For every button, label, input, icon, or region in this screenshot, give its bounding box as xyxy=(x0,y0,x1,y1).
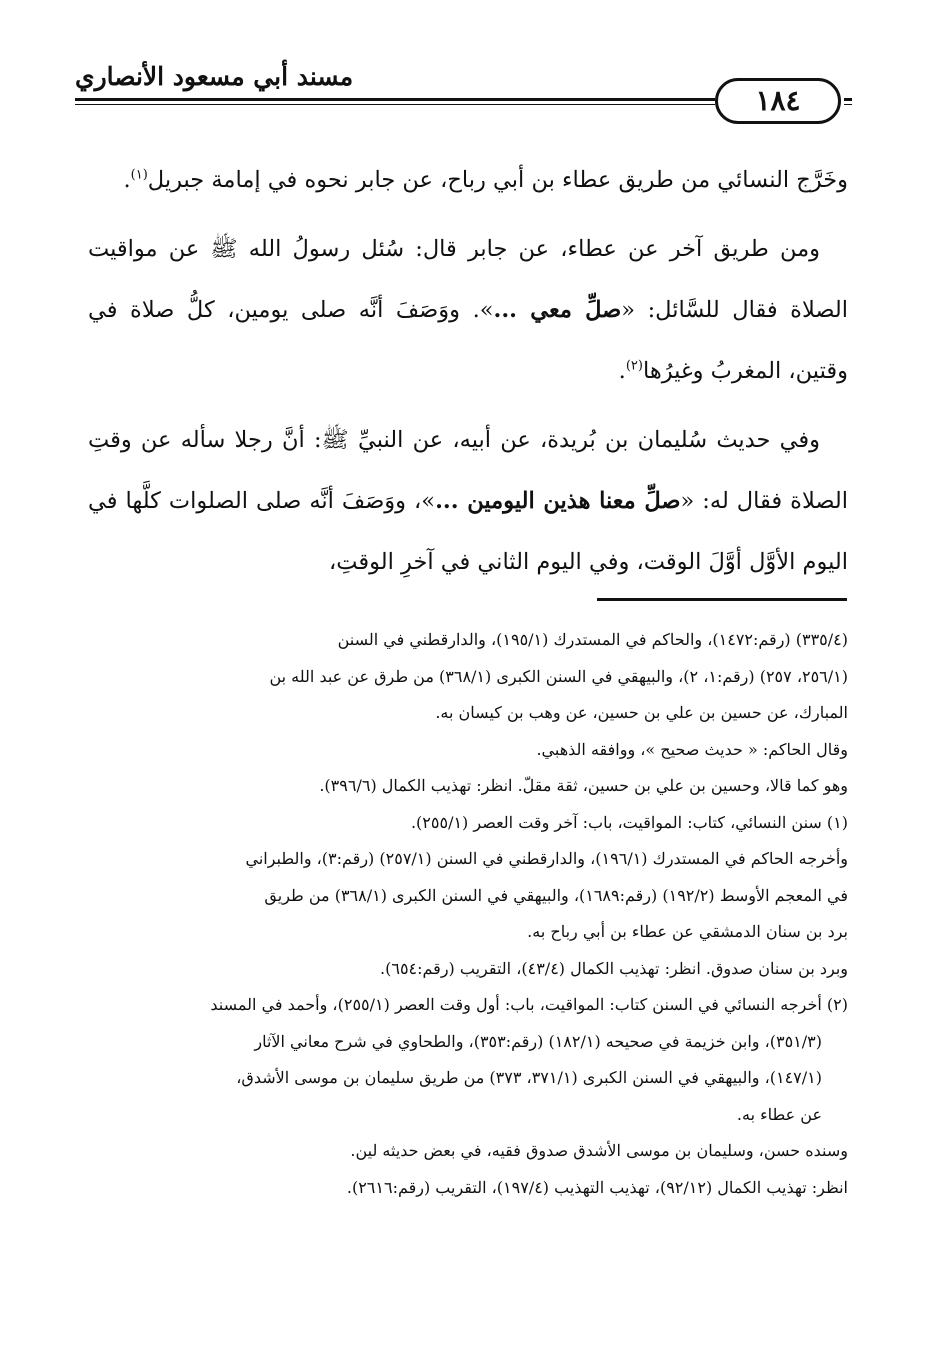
footnote-1: (١) سنن النسائي، كتاب: المواقيت، باب: آخر وقت العصر (٢٥٥/١). xyxy=(410,812,848,832)
footnote-line: وقال الحاكم: « حديث صحيح »، ووافقه الذهبي. xyxy=(536,739,848,759)
footnote-ref: (١) xyxy=(130,167,148,183)
paragraph-text: ». ووَصَفَ أنَّه صلى يومين، كلُّ صلاة في وقتين، المغربُ وغيرُها xyxy=(88,297,848,384)
footnotes xyxy=(88,622,848,1206)
footnote-line: في المعجم الأوسط (١٩٢/٢) (رقم:١٦٨٩)، والبيهقي في السنن الكبرى (٣٦٨/١) من طريق xyxy=(264,885,848,905)
running-title: مسند أبي مسعود الأنصاري xyxy=(75,62,354,91)
paragraph-text: ومن طريق آخر عن عطاء، عن جابر قال: سُئل رسولُ الله ﷺ عن مواقيت الصلاة فقال للسَّائل: « xyxy=(88,236,848,323)
footnote-line: عن عطاء به. xyxy=(736,1104,822,1124)
header-rule-end-thin xyxy=(844,104,852,105)
paragraph xyxy=(88,219,848,402)
header-rule-thin xyxy=(75,104,715,105)
footnote-line: وهو كما قالا، وحسين بن علي بن حسين، ثقة مقلّ. انظر: تهذيب الكمال (٣٩٦/٦). xyxy=(319,776,848,795)
footnote-line: المبارك، عن حسين بن علي بن حسين، عن وهب بن كيسان به. xyxy=(435,703,848,722)
footnote-line: انظر: تهذيب الكمال (٩٢/١٢)، تهذيب التهذيب (١٩٧/٤)، التقريب (رقم:٢٦١٦). xyxy=(346,1177,848,1197)
footnote-2: (٢) أخرجه النسائي في السنن كتاب: المواقيت، باب: أول وقت العصر (٢٥٥/١)، وأحمد في المسند xyxy=(210,995,848,1014)
header-rule-end xyxy=(844,98,852,101)
main-text xyxy=(88,150,848,601)
footnote-line: (١٤٧/١)، والبيهقي في السنن الكبرى (٣٧١/١، ٣٧٣) من طريق سليمان بن موسى الأشدق، xyxy=(236,1068,822,1087)
hadith-quote: صلِّ معنا هذين اليومين ... xyxy=(435,488,681,514)
punctuation: . xyxy=(618,358,626,384)
footnote-ref: (٢) xyxy=(625,358,643,374)
paragraph-text: وخَرَّج النسائي من طريق عطاء بن أبي رباح، عن جابر نحوه في إمامة جبريل xyxy=(147,167,848,193)
footnote-line: (٢٥٦/١، ٢٥٧) (رقم:١، ٢)، والبيهقي في السنن الكبرى (٣٦٨/١) من طرق عن عبد الله بن xyxy=(269,666,848,686)
page-number: ١٨٤ xyxy=(715,78,841,124)
footnote-line: وسنده حسن، وسليمان بن موسى الأشدق صدوق فقيه، في بعض حديثه لين. xyxy=(350,1141,848,1160)
footnote-line: برد بن سنان الدمشقي عن عطاء بن أبي رباح به. xyxy=(527,922,848,941)
footnote-line: (٣٣٥/٤) (رقم:١٤٧٢)، والحاكم في المستدرك (١٩٥/١)، والدارقطني في السنن xyxy=(337,630,848,649)
punctuation: . xyxy=(123,167,131,193)
footnote-separator xyxy=(597,598,847,601)
footnote-line: وأخرجه الحاكم في المستدرك (١٩٦/١)، والدارقطني في السنن (٢٥٧/١) (رقم:٣)، والطبراني xyxy=(245,849,848,868)
footnote-line: وبرد بن سنان صدوق. انظر: تهذيب الكمال (٤٣/٤)، التقريب (رقم:٦٥٤). xyxy=(380,958,848,978)
paragraph xyxy=(88,410,848,593)
running-header xyxy=(75,58,852,128)
paragraph xyxy=(88,150,848,211)
hadith-quote: صلِّ معي ... xyxy=(493,297,622,323)
footnote-line: (٣٥١/٣)، وابن خزيمة في صحيحه (١٨٢/١) (رقم:٣٥٣)، والطحاوي في شرح معاني الآثار xyxy=(254,1031,822,1051)
paragraph-text: »، ووَصَفَ أنَّه صلى الصلوات كلَّها في اليوم الأوَّل أوَّلَ الوقت، وفي اليوم الثاني في آخرِ الوقتِ، xyxy=(88,488,848,575)
header-rule xyxy=(75,98,715,101)
paragraph-text: وفي حديث سُليمان بن بُريدة، عن أبيه، عن النبيِّ ﷺ: أنَّ رجلا سأله عن وقتِ الصلاة فقال له: « xyxy=(88,427,848,514)
